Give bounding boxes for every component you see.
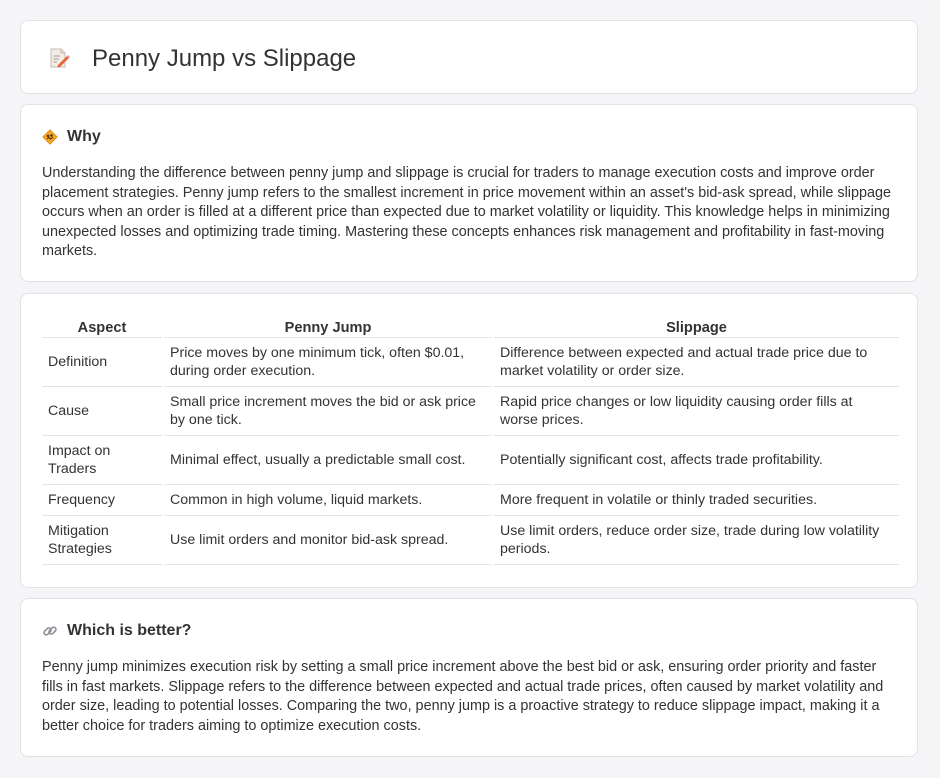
penny-jump-cell: Price moves by one minimum tick, often $0.01, during order execution. bbox=[163, 338, 493, 387]
penny-jump-cell: Small price increment moves the bid or ask price by one tick. bbox=[163, 387, 493, 436]
slippage-cell: Difference between expected and actual trade price due to market volatility or order size. bbox=[493, 338, 899, 387]
document-pen-icon bbox=[48, 47, 70, 69]
why-section bbox=[20, 104, 918, 282]
which-is-better-heading bbox=[42, 621, 191, 641]
header-card bbox=[20, 20, 918, 94]
aspect-cell: Impact on Traders bbox=[42, 436, 163, 485]
slippage-cell: More frequent in volatile or thinly traded securities. bbox=[493, 485, 899, 516]
table-header-row bbox=[42, 316, 899, 338]
table-row bbox=[42, 436, 899, 485]
which-is-better-title: Which is better? bbox=[67, 622, 192, 639]
aspect-cell: Mitigation Strategies bbox=[42, 516, 163, 565]
which-is-better-body: Penny jump minimizes execution risk by setting a small price increment above the best bid or ask, ensuring order priority and faster fills in fast markets. Slippage refers to the difference between expected and actual trade prices, often caused by market volatility and order size, leading to potential losses. Comparing the two, penny jump is a proactive strategy to reduce slippage impact, making it a better choice for traders aiming to optimize execution costs. bbox=[42, 659, 884, 734]
table-row bbox=[42, 387, 899, 436]
page-title: Penny Jump vs Slippage bbox=[92, 45, 357, 72]
penny-jump-cell: Minimal effect, usually a predictable small cost. bbox=[163, 436, 493, 485]
why-body: Understanding the difference between penny jump and slippage is crucial for traders to manage execution costs and improve order placement strategies. Penny jump refers to the smallest increment in price movement within an asset's bid-ask spread, while slippage occurs when an order is filled at a different price than expected due to market volatility or liquidity. This knowledge helps in minimizing unexpected losses and optimizing trade timing. Mastering these concepts enhances risk management and profitability in fast-moving markets. bbox=[42, 165, 891, 260]
slippage-cell: Rapid price changes or low liquidity causing order fills at worse prices. bbox=[493, 387, 899, 436]
warning-sign-icon bbox=[42, 129, 58, 145]
table-row bbox=[42, 338, 899, 387]
aspect-cell: Definition bbox=[42, 338, 163, 387]
penny-jump-cell: Common in high volume, liquid markets. bbox=[163, 485, 493, 516]
penny-jump-cell: Use limit orders and monitor bid-ask spread. bbox=[163, 516, 493, 565]
why-title: Why bbox=[67, 128, 101, 145]
aspect-cell: Frequency bbox=[42, 485, 163, 516]
comparison-table bbox=[42, 316, 899, 565]
which-is-better-section bbox=[20, 598, 918, 757]
slippage-cell: Potentially significant cost, affects trade profitability. bbox=[493, 436, 899, 485]
slippage-cell: Use limit orders, reduce order size, trade during low volatility periods. bbox=[493, 516, 899, 565]
aspect-cell: Cause bbox=[42, 387, 163, 436]
comparison-section bbox=[20, 293, 918, 588]
column-header-penny-jump: Penny Jump bbox=[163, 316, 493, 338]
column-header-aspect: Aspect bbox=[42, 316, 163, 338]
table-row bbox=[42, 485, 899, 516]
column-header-slippage: Slippage bbox=[493, 316, 899, 338]
link-icon bbox=[42, 623, 58, 639]
table-row bbox=[42, 516, 899, 565]
why-heading bbox=[42, 127, 101, 147]
